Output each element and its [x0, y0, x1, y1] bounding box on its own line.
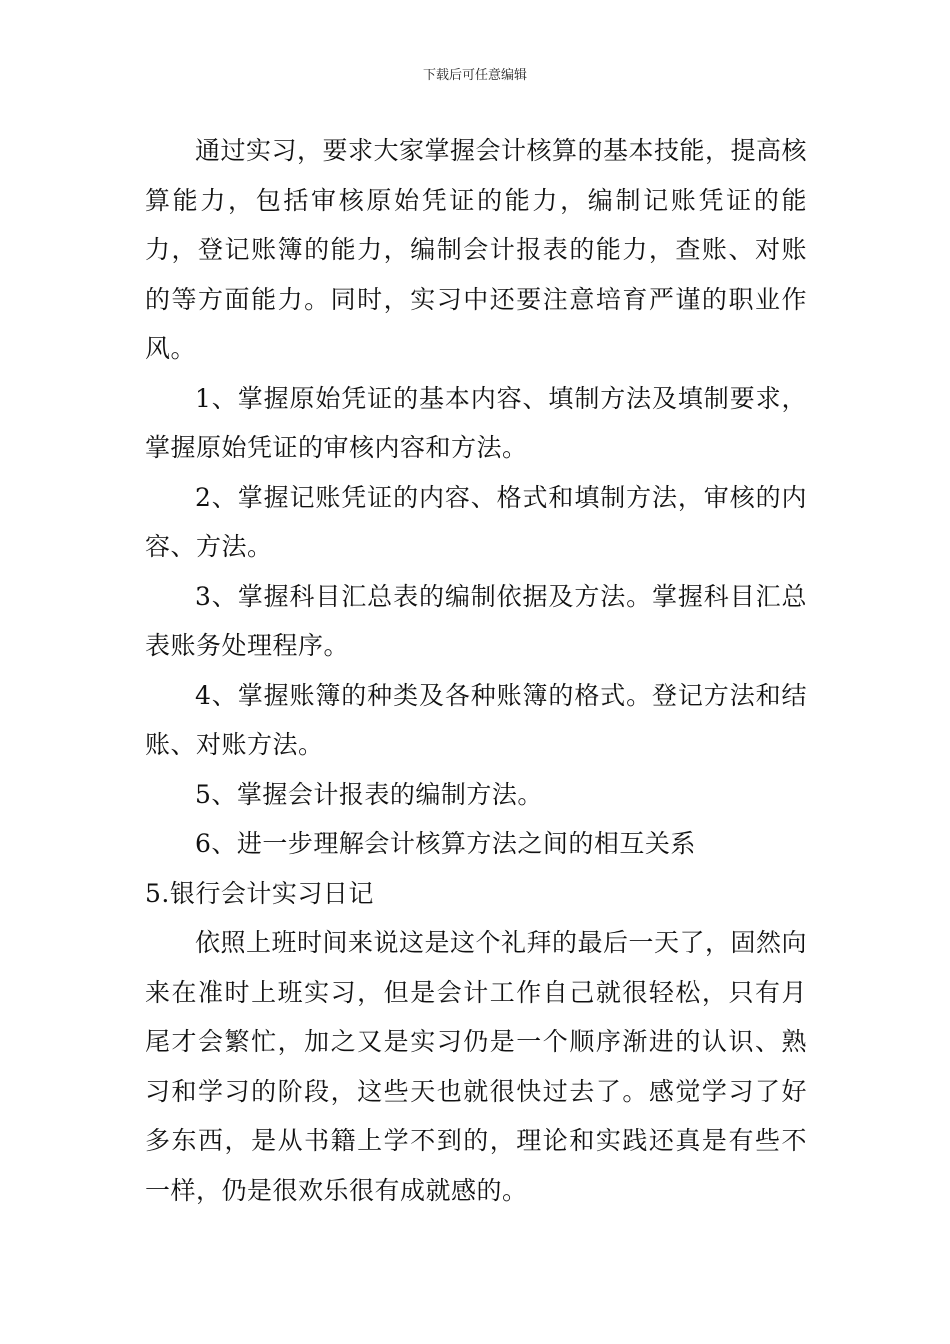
section-heading: 5.银行会计实习日记 — [145, 878, 374, 908]
list-item-4: 4、掌握账簿的种类及各种账簿的格式。登记方法和结账、对账方法。 — [145, 680, 807, 759]
diary-paragraph: 依照上班时间来说这是这个礼拜的最后一天了，固然向来在准时上班实习，但是会计工作自己就很轻松，只有月尾才会繁忙，加之又是实习仍是一个顺序渐进的认识、熟习和学习的阶段，这些天也就很快过去了。感觉学习了好多东西，是从书籍上学不到的，理论和实践还真是有些不一样，仍是很欢乐很有成就感的。 — [145, 928, 808, 1205]
list-item-6: 6、进一步理解会计核算方法之间的相互关系 — [195, 829, 696, 858]
list-item-3: 3、掌握科目汇总表的编制依据及方法。掌握科目汇总表账务处理程序。 — [145, 581, 807, 660]
list-item-5: 5、掌握会计报表的编制方法。 — [195, 779, 543, 809]
document-body — [145, 126, 807, 1215]
list-item-2: 2、掌握记账凭证的内容、格式和填制方法，审核的内容、方法。 — [145, 482, 807, 561]
list-item-1: 1、掌握原始凭证的基本内容、填制方法及填制要求，掌握原始凭证的审核内容和方法。 — [145, 383, 807, 462]
intro-paragraph: 通过实习，要求大家掌握会计核算的基本技能，提高核算能力，包括审核原始凭证的能力，编制记账凭证的能力，登记账簿的能力，编制会计报表的能力，查账、对账的等方面能力。同时，实习中还要注意培育严谨的职业作风。 — [145, 136, 808, 363]
page-header-note: 下载后可任意编辑 — [422, 68, 527, 83]
